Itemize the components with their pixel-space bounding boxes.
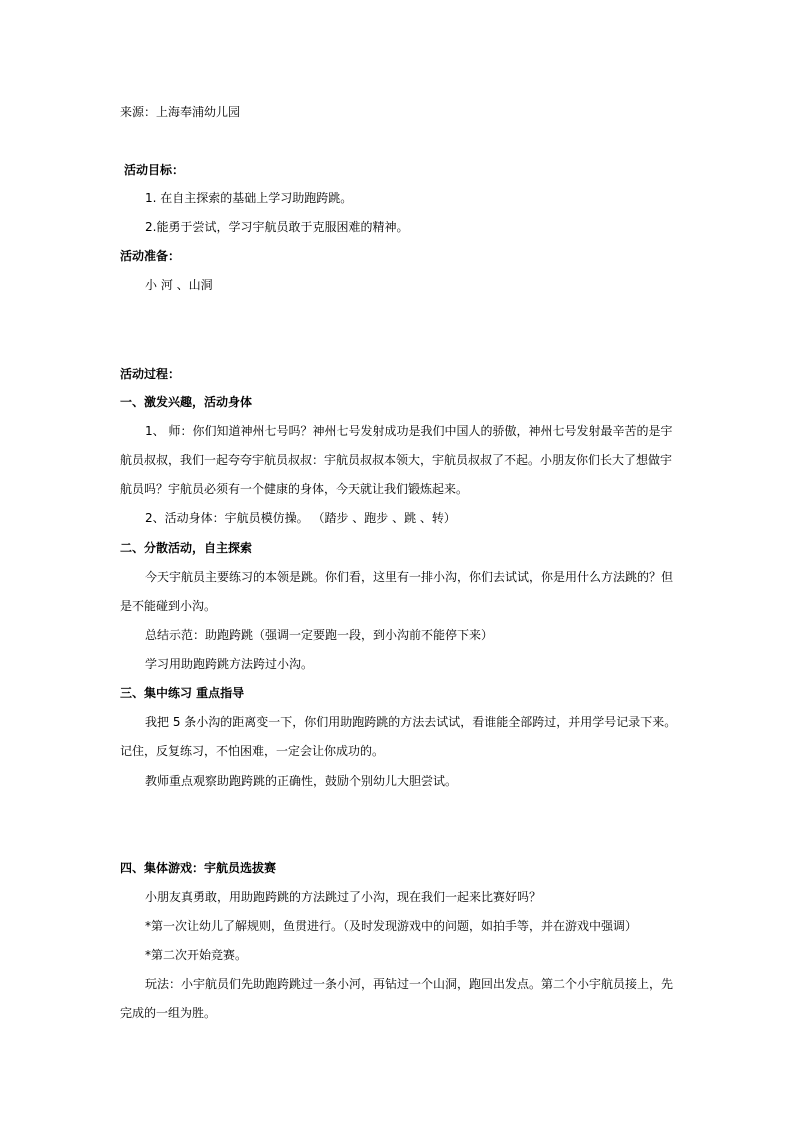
section-4-paragraph: 完成的一组为胜。 [120, 1006, 217, 1020]
prep-text: 小 河 、山洞 [145, 278, 213, 292]
section-2-paragraph: 总结示范：助跑跨跳（强调一定要跑一段，到小沟前不能停下来） [145, 628, 494, 642]
section-1-title: 一、激发兴趣，活动身体 [120, 395, 253, 409]
section-4-paragraph: 玩法：小宇航员们先助跑跨跳过一条小河，再钻过一个山洞，跑回出发点。第二个小宇航员接上，先 [145, 977, 674, 991]
section-4-paragraph: *第二次开始竞赛。 [145, 948, 248, 962]
section-2-title: 二、分散活动，自主探索 [120, 541, 253, 555]
section-3-paragraph: 记住，反复练习，不怕困难，一定会让你成功的。 [120, 744, 385, 758]
section-4-title: 四、集体游戏：宇航员选拔赛 [120, 861, 277, 875]
goal-item-2: 2.能勇于尝试，学习宇航员敢于克服困难的精神。 [145, 220, 409, 234]
prep-heading: 活动准备： [120, 249, 181, 263]
section-1-paragraph: 航员叔叔，我们一起夸夸宇航员叔叔：宇航员叔叔本领大，宇航员叔叔了不起。小朋友你们长大了想做宇 [120, 453, 673, 467]
section-4-paragraph: *第一次让幼儿了解规则，鱼贯进行。（及时发现游戏中的问题，如拍手等，并在游戏中强调） [145, 919, 638, 933]
section-1-paragraph: 航员吗？宇航员必须有一个健康的身体，今天就让我们锻炼起来。 [120, 482, 469, 496]
section-3-paragraph: 教师重点观察助跑跨跳的正确性，鼓励个别幼儿大胆尝试。 [145, 774, 458, 788]
section-2-paragraph: 今天宇航员主要练习的本领是跳。你们看，这里有一排小沟，你们去试试，你是用什么方法跳的？但 [145, 570, 674, 584]
goals-heading: 活动目标： [124, 163, 185, 177]
section-4-paragraph: 小朋友真勇敢，用助跑跨跳的方法跳过了小沟，现在我们一起来比赛好吗？ [145, 890, 542, 904]
section-2-paragraph: 学习用助跑跨跳方法跨过小沟。 [145, 657, 314, 671]
section-3-paragraph: 我把 5 条小沟的距离变一下，你们用助跑跨跳的方法去试试，看谁能全部跨过，并用学号记录下来。 [145, 715, 677, 729]
section-1-paragraph: 2、活动身体：宇航员模仿操。 （踏步 、跑步 、跳 、转） [145, 511, 456, 525]
section-1-paragraph: 1、 师：你们知道神州七号吗？神州七号发射成功是我们中国人的骄傲，神州七号发射最辛苦的是宇 [145, 424, 673, 438]
goal-item-1: 1. 在自主探索的基础上学习助跑跨跳。 [145, 191, 353, 205]
section-2-paragraph: 是不能碰到小沟。 [120, 599, 217, 613]
document-page [120, 0, 680, 1122]
source-line: 来源：上海奉浦幼儿园 [120, 105, 241, 119]
section-3-title: 三、集中练习 重点指导 [120, 686, 245, 700]
process-heading: 活动过程： [120, 367, 181, 381]
